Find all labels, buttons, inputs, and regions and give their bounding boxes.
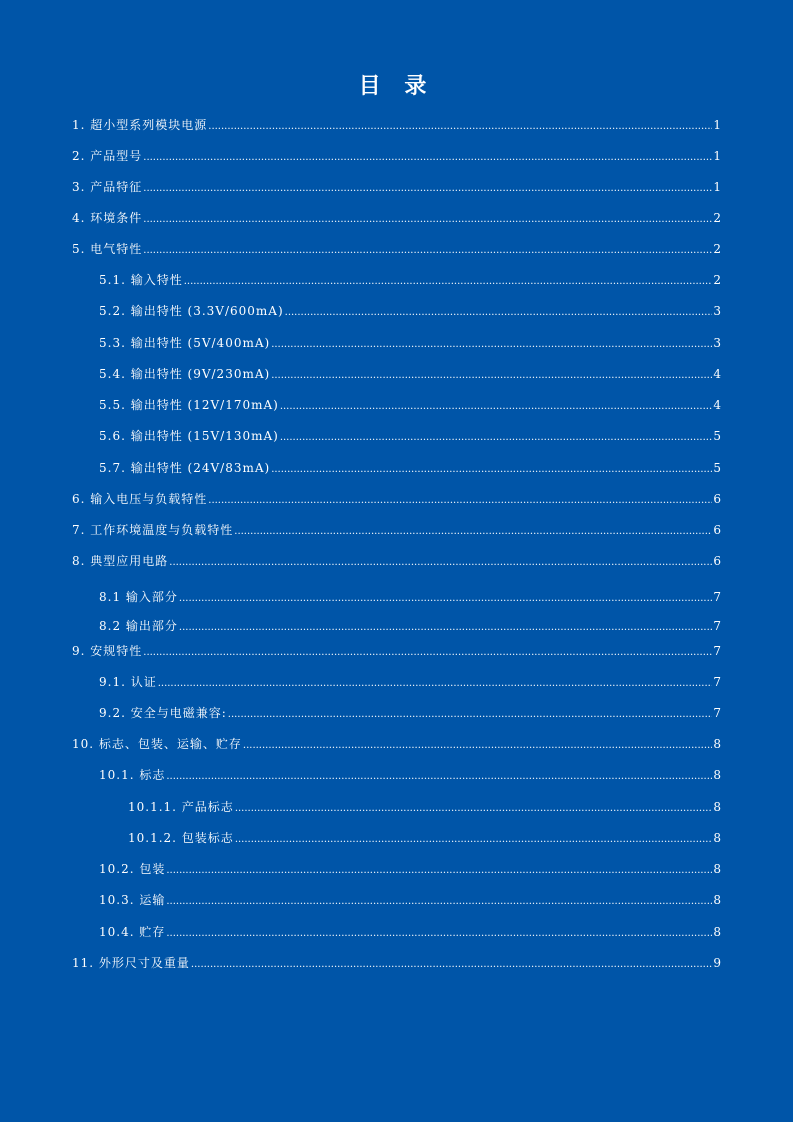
toc-leader-dots [166,892,712,912]
toc-page-number: 2 [713,273,721,287]
toc-entry-2[interactable] [72,146,721,166]
toc-entry-text: 5. 电气特性 [72,242,143,256]
toc-entry-8-1[interactable] [99,587,721,607]
toc-entry-5-4[interactable] [99,364,721,384]
toc-entry-text: 10.1.2. 包装标志 [128,831,234,845]
toc-entry-text: 9. 安规特性 [72,644,143,658]
toc-entry-text: 8.1 输入部分 [99,590,178,604]
toc-entry-5[interactable] [72,239,721,259]
toc-leader-dots [208,117,712,137]
toc-entry-text: 8.2 输出部分 [99,619,178,633]
toc-leader-dots [179,618,712,638]
toc-page-number: 1 [713,149,721,163]
toc-leader-dots [234,522,712,542]
toc-leader-dots [184,272,713,292]
toc-title: 目 录 [358,74,435,99]
toc-leader-dots [235,830,713,850]
toc-entry-text: 5.7. 输出特性 (24V/83mA) [99,461,271,475]
toc-entry-8-2[interactable] [99,616,721,636]
toc-entry-5-1[interactable] [99,270,721,290]
toc-entry-text: 6. 输入电压与负载特性 [72,492,208,506]
toc-entry-9-2[interactable] [99,703,721,723]
toc-entry-9[interactable] [72,641,721,661]
toc-entry-text: 3. 产品特征 [72,180,143,194]
toc-page-number: 7 [713,644,721,658]
toc-page-number: 8 [713,737,721,751]
toc-entry-text: 5.6. 输出特性 (15V/130mA) [99,429,279,443]
toc-entry-10-3[interactable] [99,890,721,910]
toc-page-number: 8 [713,800,721,814]
toc-entry-7[interactable] [72,520,721,540]
toc-entry-text: 5.3. 输出特性 (5V/400mA) [99,336,271,350]
toc-leader-dots [179,589,712,609]
toc-leader-dots [166,767,712,787]
toc-leader-dots [166,861,712,881]
toc-page-number: 7 [713,590,721,604]
toc-leader-dots [143,241,712,261]
toc-entry-5-5[interactable] [99,395,721,415]
toc-entry-5-3[interactable] [99,333,721,353]
toc-entry-text: 1. 超小型系列模块电源 [72,118,208,132]
toc-entry-4[interactable] [72,208,721,228]
toc-entry-text: 10. 标志、包装、运输、贮存 [72,737,242,751]
toc-entry-5-6[interactable] [99,426,721,446]
toc-page-number: 4 [713,367,721,381]
toc-entry-text: 5.1. 输入特性 [99,273,183,287]
toc-entry-text: 8. 典型应用电路 [72,554,169,568]
toc-entry-text: 9.2. 安全与电磁兼容: [99,706,227,720]
toc-page-number: 7 [713,675,721,689]
toc-page-number: 8 [713,862,721,876]
toc-entry-6[interactable] [72,489,721,509]
toc-entry-1[interactable] [72,115,721,135]
toc-leader-dots [166,924,712,944]
toc-page-number: 8 [713,768,721,782]
toc-leader-dots [235,799,713,819]
toc-page-number: 7 [713,619,721,633]
toc-page-number: 5 [713,429,721,443]
toc-entry-text: 2. 产品型号 [72,149,143,163]
toc-leader-dots [208,491,712,511]
toc-entry-text: 5.4. 输出特性 (9V/230mA) [99,367,271,381]
toc-leader-dots [143,148,712,168]
toc-entry-10[interactable] [72,734,721,754]
toc-leader-dots [280,397,713,417]
toc-leader-dots [143,179,712,199]
toc-leader-dots [143,210,712,230]
toc-leader-dots [143,643,712,663]
toc-leader-dots [271,460,712,480]
toc-page-number: 1 [713,118,721,132]
toc-entry-10-1-2[interactable] [128,828,721,848]
toc-entry-text: 10.1. 标志 [99,768,166,782]
toc-entry-text: 5.5. 输出特性 (12V/170mA) [99,398,279,412]
toc-entry-8[interactable] [72,551,721,571]
toc-leader-dots [169,553,712,573]
toc-entry-11[interactable] [72,953,721,973]
toc-page-number: 6 [713,492,721,506]
toc-page-number: 8 [713,893,721,907]
toc-leader-dots [191,955,712,975]
toc-entry-text: 10.3. 运输 [99,893,166,907]
toc-leader-dots [271,366,712,386]
toc-entry-text: 10.1.1. 产品标志 [128,800,234,814]
toc-page-number: 2 [713,211,721,225]
toc-page-number: 9 [713,956,721,970]
toc-leader-dots [285,303,713,323]
toc-leader-dots [158,674,713,694]
toc-entry-text: 7. 工作环境温度与负载特性 [72,523,234,537]
toc-page-number: 3 [713,304,721,318]
toc-entry-text: 11. 外形尺寸及重量 [72,956,190,970]
toc-entry-text: 9.1. 认证 [99,675,157,689]
toc-entry-text: 5.2. 输出特性 (3.3V/600mA) [99,304,284,318]
toc-page-number: 7 [713,706,721,720]
toc-page-number: 8 [713,925,721,939]
toc-entry-10-4[interactable] [99,922,721,942]
toc-page-number: 8 [713,831,721,845]
toc-entry-text: 10.2. 包装 [99,862,166,876]
toc-page-number: 4 [713,398,721,412]
toc-entry-10-2[interactable] [99,859,721,879]
toc-entry-text: 4. 环境条件 [72,211,143,225]
toc-leader-dots [243,736,712,756]
toc-page-number: 3 [713,336,721,350]
toc-page-number: 1 [713,180,721,194]
toc-leader-dots [271,335,712,355]
toc-entry-9-1[interactable] [99,672,721,692]
toc-leader-dots [280,428,713,448]
toc-entry-5-2[interactable] [99,301,721,321]
toc-leader-dots [228,705,713,725]
toc-page-number: 6 [713,523,721,537]
toc-entry-10-1-1[interactable] [128,797,721,817]
toc-entry-3[interactable] [72,177,721,197]
toc-page-number: 5 [713,461,721,475]
toc-entry-5-7[interactable] [99,458,721,478]
toc-page-number: 2 [713,242,721,256]
toc-entry-text: 10.4. 贮存 [99,925,166,939]
toc-entry-10-1[interactable] [99,765,721,785]
toc-page-number: 6 [713,554,721,568]
